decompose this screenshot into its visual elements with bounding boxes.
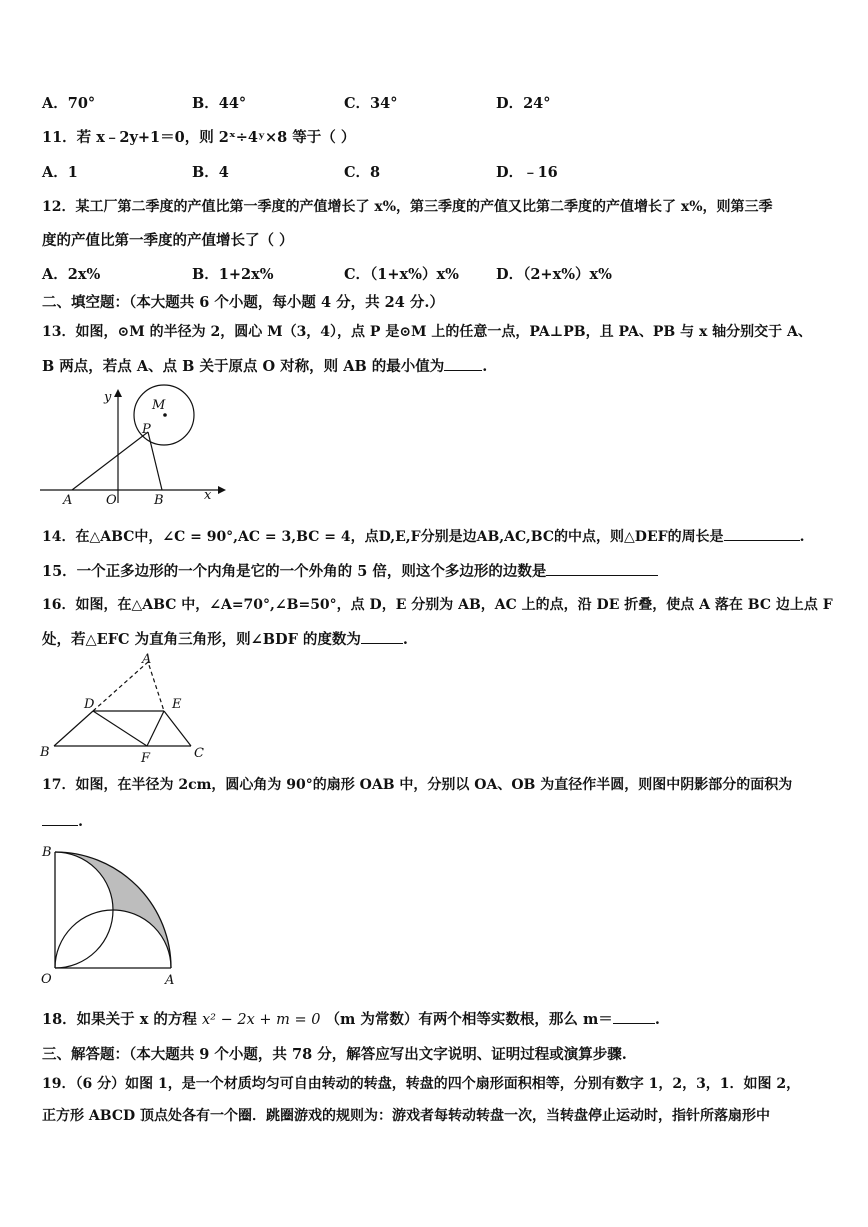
segment-ef: [147, 711, 164, 746]
side-bd: [54, 711, 93, 746]
q16-figure: [38, 650, 213, 770]
q12-option-a: A．2x%: [42, 266, 101, 283]
q19-line1: 19．（6 分）如图 1，是一个材质均匀可自由转动的转盘，转盘的四个扇形面积相等，分别有数字 1，2，3，1．如图 2，: [42, 1076, 801, 1092]
answer-blank: [724, 526, 800, 541]
q12-option-d: D．（2+x%）x%: [496, 266, 612, 283]
label-f: F: [141, 751, 151, 766]
label-a: A: [63, 493, 73, 508]
x-axis-arrow: [218, 486, 226, 494]
section-2-heading: 二、填空题：（本大题共 6 个小题，每小题 4 分，共 24 分.）: [42, 294, 444, 311]
q17-line2: .: [42, 811, 83, 830]
answer-blank: [546, 561, 658, 576]
q13-figure: [40, 385, 230, 510]
q12-option-b: B．1+2x%: [192, 266, 274, 283]
label-c: C: [194, 746, 204, 761]
segment-pa: [72, 432, 148, 490]
q11-option-c: C．8: [344, 164, 381, 181]
q12-option-c: C．（1+x%）x%: [344, 266, 459, 283]
label-a: A: [142, 652, 152, 667]
label-m: M: [152, 398, 166, 413]
center-m: [163, 413, 167, 417]
q18: 18．如果关于 x 的方程 x² − 2x + m = 0 （m 为常数）有两个相等实数根，那么 m＝ .: [42, 1011, 660, 1028]
q13-line2: B 两点，若点 A、点 B 关于原点 O 对称，则 AB 的最小值为 .: [42, 358, 488, 375]
q17-line1: 17．如图，在半径为 2cm，圆心角为 90°的扇形 OAB 中，分别以 OA、OB 为直径作半圆，则图中阴影部分的面积为: [42, 777, 793, 793]
q10-option-d: D．24°: [496, 95, 551, 112]
label-y: y: [104, 390, 112, 405]
q11-stem: 11．若 x﹣2y+1＝0，则 2ˣ÷4ʸ×8 等于（ ）: [42, 129, 356, 146]
q16-line2: 处，若△EFC 为直角三角形，则∠BDF 的度数为 .: [42, 631, 408, 648]
q11-option-d: D．﹣16: [496, 164, 558, 181]
label-d: D: [84, 697, 95, 712]
segment-df: [93, 711, 147, 746]
label-e: E: [172, 697, 182, 712]
q10-option-c: C．34°: [344, 95, 398, 112]
section-3-heading: 三、解答题：（本大题共 9 个小题，共 78 分，解答应写出文字说明、证明过程或演算步骤.: [42, 1046, 627, 1063]
label-b: B: [42, 845, 52, 860]
q11-option-b: B．4: [192, 164, 229, 181]
q10-option-b: B．44°: [192, 95, 247, 112]
q13-line1: 13．如图，⊙M 的半径为 2，圆心 M（3，4），点 P 是⊙M 上的任意一点，PA⊥PB，且 PA、PB 与 x 轴分别交于 A、: [42, 324, 812, 340]
q16-line1: 16．如图，在△ABC 中，∠A=70°,∠B=50°，点 D，E 分别为 AB，AC 上的点，沿 DE 折叠，使点 A 落在 BC 边上点 F: [42, 597, 833, 613]
q17-figure: [38, 840, 188, 990]
side-ec: [164, 711, 191, 746]
label-b: B: [154, 493, 164, 508]
fold-lines: [93, 662, 164, 711]
label-a: A: [165, 973, 175, 988]
equation: x² − 2x + m = 0: [201, 1012, 321, 1028]
label-p: P: [142, 422, 151, 437]
q14: 14．在△ABC中，∠C = 90°,AC = 3,BC = 4，点D,E,F分别是边AB,AC,BC的中点，则△DEF的周长是 .: [42, 526, 804, 546]
q10-option-a: A．70°: [42, 95, 96, 112]
q12-line2: 度的产值比第一季度的产值增长了（ ）: [42, 232, 294, 249]
y-axis-arrow: [114, 389, 122, 397]
label-b: B: [40, 745, 50, 760]
q19-line2: 正方形 ABCD 顶点处各有一个圈．跳圈游戏的规则为：游戏者每转动转盘一次，当转盘停止运动时，指针所落扇形中: [42, 1108, 770, 1124]
answer-blank: [444, 356, 482, 371]
segment-pb: [148, 432, 162, 490]
label-x: x: [204, 488, 212, 503]
label-o: O: [41, 972, 52, 987]
answer-blank: [613, 1009, 655, 1024]
q15: 15．一个正多边形的一个内角是它的一个外角的 5 倍，则这个多边形的边数是: [42, 560, 658, 581]
answer-blank: [42, 811, 78, 826]
answer-blank: [361, 629, 403, 644]
q12-line1: 12．某工厂第二季度的产值比第一季度的产值增长了 x%，第三季度的产值又比第二季度的产值增长了 x%，则第三季: [42, 199, 773, 215]
q11-option-a: A．1: [42, 164, 78, 181]
label-o: O: [106, 493, 117, 508]
